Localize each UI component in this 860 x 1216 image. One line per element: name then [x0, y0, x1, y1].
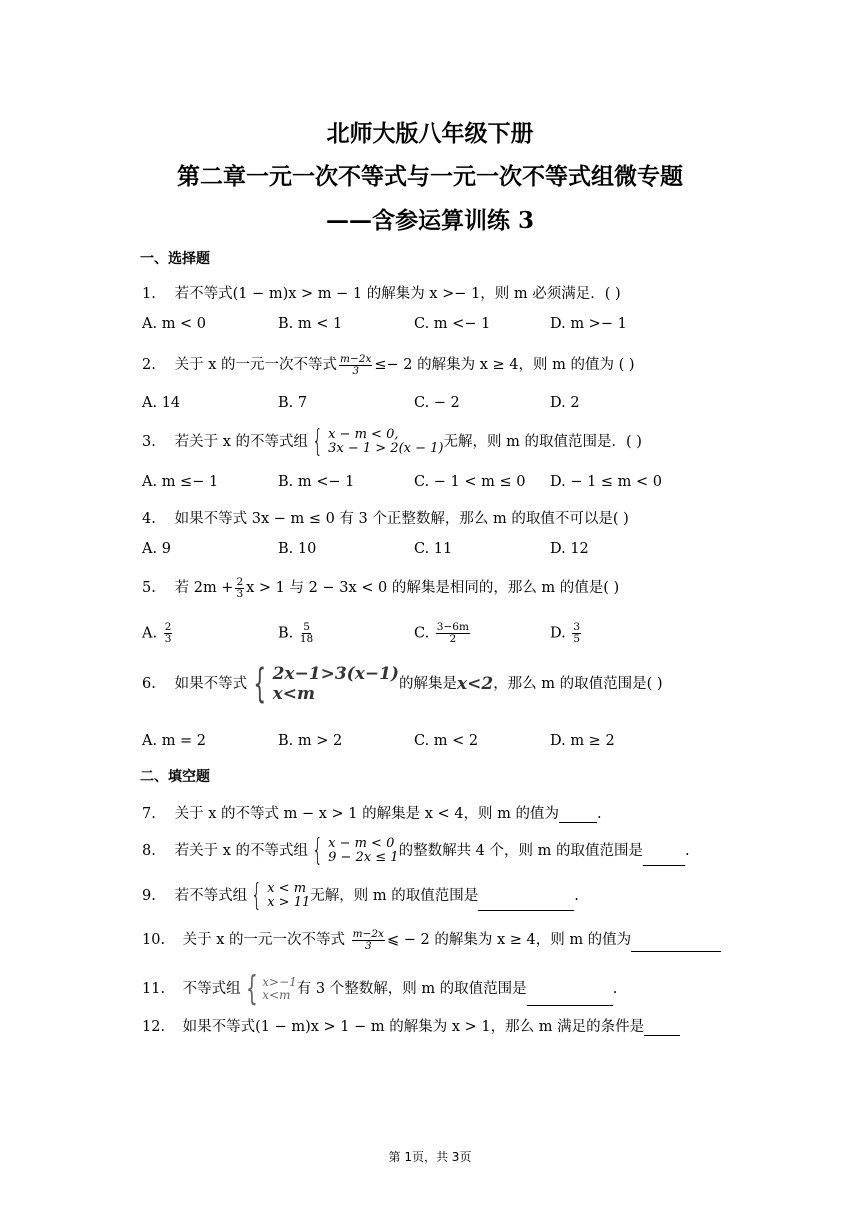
q5-option-c: C. $\frac{3-6m}{2}$ [414, 621, 469, 645]
question-text: 若 2m + [174, 580, 234, 596]
question-text: 有 3 个整数解，则 m 的取值范围是 [296, 981, 527, 997]
question-text: ，那么 m 的取值范围是( ) [493, 676, 663, 692]
doc-title-line1: 北师大版八年级下册 [326, 120, 534, 147]
question-text: 若关于 x 的不等式组 [174, 434, 309, 450]
q6-option-d: D. m ≥ 2 [550, 733, 615, 749]
q2-option-a: A. 14 [142, 395, 181, 411]
brace-icon: { [253, 661, 267, 707]
question-12 [142, 1015, 680, 1036]
question-number: 9. [142, 888, 156, 904]
brace-icon: { [251, 878, 262, 913]
q6-option-c: C. m < 2 [414, 733, 479, 749]
question-10 [142, 928, 721, 952]
q3-option-a: A. m ≤− 1 [142, 474, 219, 490]
q6-option-a: A. m = 2 [142, 733, 207, 749]
brace-icon: { [312, 424, 323, 459]
section-choice-heading: 一、选择题 [140, 251, 210, 267]
solution-image: x<2 [456, 674, 494, 694]
brace-icon: { [312, 833, 323, 868]
answer-blank[interactable] [644, 1021, 680, 1036]
q3-option-c: C. − 1 < m ≤ 0 [414, 474, 526, 490]
question-11: 11. 不等式组 { x>−1 x<m 有 3 个整数解，则 m 的取值范围是 . [142, 969, 618, 1009]
q5-option-b: B. $\frac{5}{18}$ [278, 621, 314, 645]
q3-option-d: D. − 1 ≤ m < 0 [550, 474, 663, 490]
question-number: 6. [142, 676, 156, 692]
brace-icon: { [245, 969, 258, 1009]
inequality-system-image: { 2x−1>3(x−1) x<m [253, 661, 399, 707]
question-text: ≤− 2 的解集为 x ≥ 4，则 m 的值为 ( ) [374, 357, 635, 373]
inequality-system: { x − m < 0, 3x − 1 > 2(x − 1) [312, 424, 444, 459]
question-text: 若不等式组 [174, 888, 248, 904]
doc-title-line2: 第二章一元一次不等式与一元一次不等式组微专题 [177, 163, 683, 190]
question-text: 如果不等式(1 − m)x > 1 − m 的解集为 x > 1，那么 m 满足的条件是 [182, 1019, 645, 1035]
page-footer: 第 1页，共 3页 [388, 1150, 472, 1164]
question-text: 无解，则 m 的取值范围是．( ) [443, 434, 642, 450]
question-number: 4. [142, 511, 156, 527]
q1-option-b: B. m < 1 [278, 316, 343, 332]
fraction: $\frac{m-2x}{3}$ [340, 352, 372, 377]
question-text: 无解，则 m 的取值范围是 [310, 888, 479, 904]
question-3 [142, 424, 642, 459]
question-text: 的解集是 [398, 676, 457, 692]
q4-option-d: D. 12 [550, 541, 589, 557]
question-1 [142, 282, 621, 303]
q1-option-c: C. m <− 1 [414, 316, 491, 332]
answer-blank[interactable] [631, 937, 721, 952]
question-number: 2. [142, 357, 156, 373]
q2-option-d: D. 2 [550, 395, 580, 411]
q4-option-a: A. 9 [142, 541, 171, 557]
inequality-system: { x − m < 0 9 − 2x ≤ 1 [312, 833, 399, 868]
question-number: 7. [142, 806, 156, 822]
question-5 [142, 576, 619, 600]
question-text: 如果不等式 3x − m ≤ 0 有 3 个正整数解，那么 m 的取值不可以是( ) [174, 511, 629, 527]
question-text: 关于 x 的一元一次不等式 [174, 357, 338, 373]
inequality-system: { x < m x > 11 [251, 878, 311, 913]
answer-blank[interactable] [559, 808, 597, 823]
answer-blank[interactable] [478, 896, 574, 911]
inequality-system-image: { x>−1 x<m [245, 969, 297, 1009]
fraction: $\frac{m-2x}{3}$ [352, 927, 384, 952]
question-8: 8. 若关于 x 的不等式组 { x − m < 0 9 − 2x ≤ 1 的整数解共 4 个，则 m 的取值范围是 . [142, 833, 690, 868]
question-text: ⩽ − 2 的解集为 x ≥ 4，则 m 的值为 [386, 932, 632, 948]
q5-option-d: D. $\frac{3}{5}$ [550, 621, 581, 645]
q5-option-a: A. $\frac{2}{3}$ [142, 621, 172, 645]
q6-option-b: B. m > 2 [278, 733, 343, 749]
doc-title-line3: ——含参运算训练 3 [325, 207, 534, 234]
question-text: 关于 x 的不等式 m − x > 1 的解集是 x < 4，则 m 的值为 [174, 806, 559, 822]
question-number: 12. [142, 1019, 166, 1035]
question-2 [142, 353, 635, 377]
answer-blank[interactable] [527, 991, 613, 1006]
question-number: 1. [142, 286, 156, 302]
question-7: 7. 关于 x 的不等式 m − x > 1 的解集是 x < 4，则 m 的值为 . [142, 806, 602, 822]
question-number: 8. [142, 843, 156, 859]
question-number: 11. [142, 981, 166, 997]
section-fill-heading: 二、填空题 [140, 769, 210, 785]
q3-option-b: B. m <− 1 [278, 474, 355, 490]
question-4 [142, 507, 629, 528]
question-number: 10. [142, 932, 166, 948]
question-number: 3. [142, 434, 156, 450]
q1-option-d: D. m >− 1 [550, 316, 627, 332]
q4-option-b: B. 10 [278, 541, 317, 557]
question-text: x > 1 与 2 − 3x < 0 的解集是相同的，那么 m 的值是( ) [246, 580, 620, 596]
question-text: 若不等式(1 − m)x > m − 1 的解集为 x >− 1，则 m 必须满足．( ) [174, 286, 621, 302]
question-text: 关于 x 的一元一次不等式 [182, 932, 346, 948]
fraction: $\frac{2}{3}$ [236, 575, 244, 600]
question-number: 5. [142, 580, 156, 596]
q2-option-c: C. − 2 [414, 395, 460, 411]
answer-blank[interactable] [643, 851, 685, 866]
q1-option-a: A. m < 0 [142, 316, 207, 332]
question-9: 9. 若不等式组 { x < m x > 11 无解，则 m 的取值范围是 . [142, 878, 579, 913]
question-text: 的整数解共 4 个，则 m 的取值范围是 [398, 843, 643, 859]
question-6 [142, 661, 663, 707]
question-text: 若关于 x 的不等式组 [174, 843, 309, 859]
question-text: 如果不等式 [174, 676, 248, 692]
q4-option-c: C. 11 [414, 541, 453, 557]
q2-option-b: B. 7 [278, 395, 308, 411]
question-text: 不等式组 [182, 981, 241, 997]
